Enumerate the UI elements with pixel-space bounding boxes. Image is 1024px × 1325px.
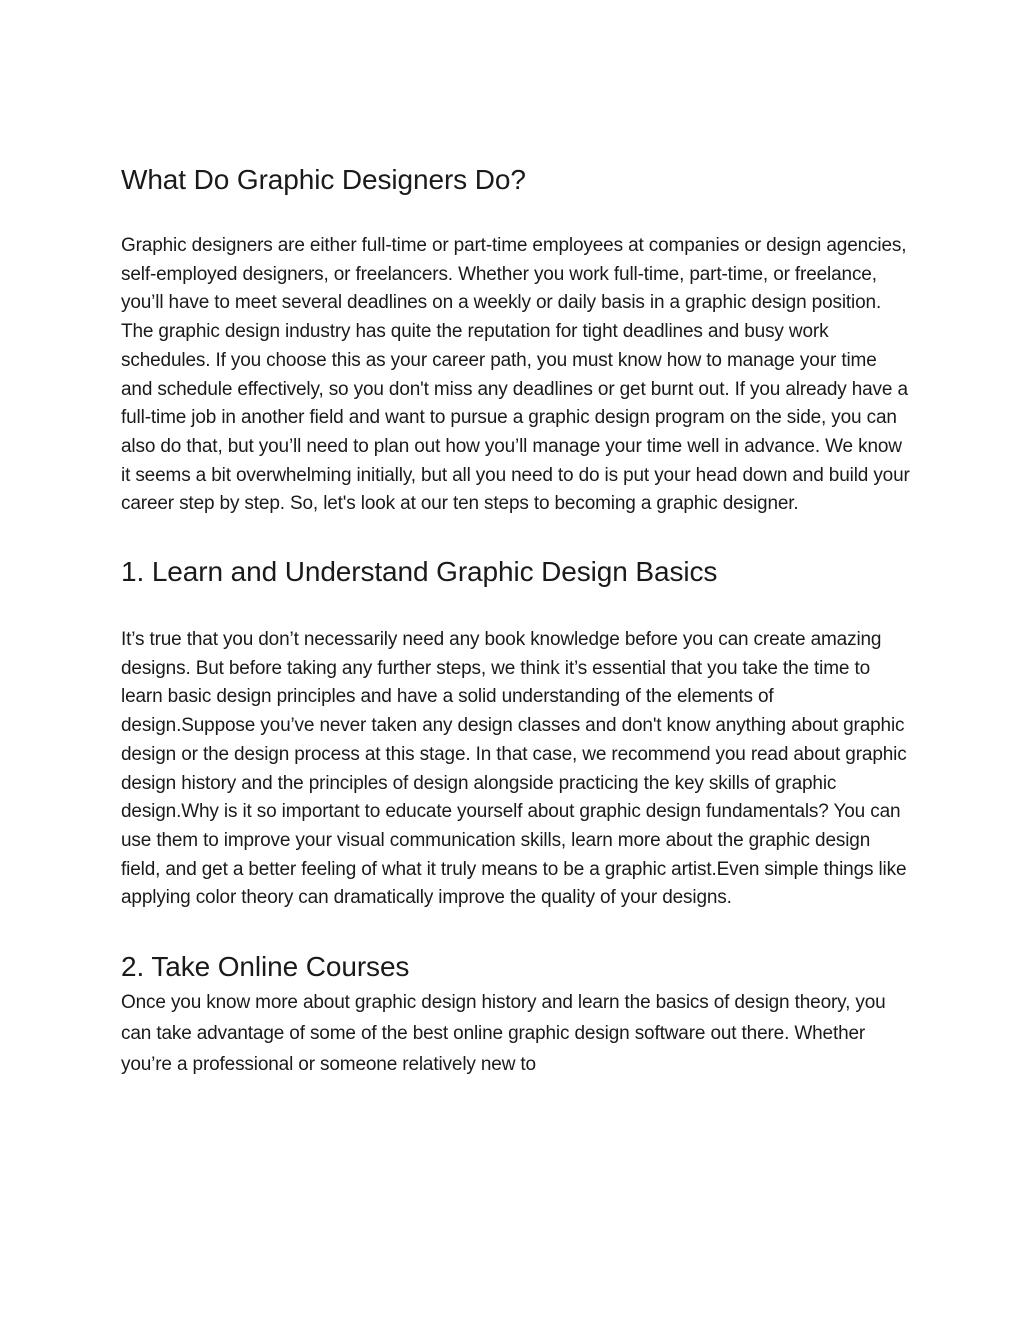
document-content bbox=[121, 160, 911, 1080]
section-heading-online-courses: 2. Take Online Courses bbox=[121, 951, 410, 983]
section-body-basics: It’s true that you don’t necessarily need any book knowledge before you can create amazing designs. But before taking any further steps, we think it’s essential that you take the time to learn basic design principles and have a solid understanding of the elements of design.Suppose you’ve never taken any design classes and don't know anything about graphic design or the design process at this stage. In that case, we recommend you read about graphic design history and the principles of design alongside practicing the key skills of graphic design.Why is it so important to educate yourself about graphic design fundamentals? You can use them to improve your visual communication skills, learn more about the graphic design field, and get a better feeling of what it truly means to be a graphic artist.Even simple things like applying color theory can dramatically improve the quality of your designs. bbox=[121, 629, 907, 909]
section-body-online-courses: Once you know more about graphic design history and learn the basics of design theory, you can take advantage of some of the best online graphic design software out there. Whether you’re a professional or someone relatively new to bbox=[121, 992, 886, 1076]
intro-paragraph: Graphic designers are either full-time or part-time employees at companies or design agencies, self-employed designers, or freelancers. Whether you work full-time, part-time, or freelance, you’ll have to meet several deadlines on a weekly or daily basis in a graphic design position. The graphic design industry has quite the reputation for tight deadlines and busy work schedules. If you choose this as your career path, you must know how to manage your time and schedule effectively, so you don't miss any deadlines or get burnt out. If you already have a full-time job in another field and want to pursue a graphic design program on the side, you can also do that, but you’ll need to plan out how you’ll manage your time well in advance. We know it seems a bit overwhelming initially, but all you need to do is put your head down and build your career step by step. So, let's look at our ten steps to becoming a graphic designer. bbox=[121, 235, 910, 515]
section-heading-basics: 1. Learn and Understand Graphic Design Basics bbox=[121, 556, 718, 588]
page-title: What Do Graphic Designers Do? bbox=[121, 164, 526, 195]
